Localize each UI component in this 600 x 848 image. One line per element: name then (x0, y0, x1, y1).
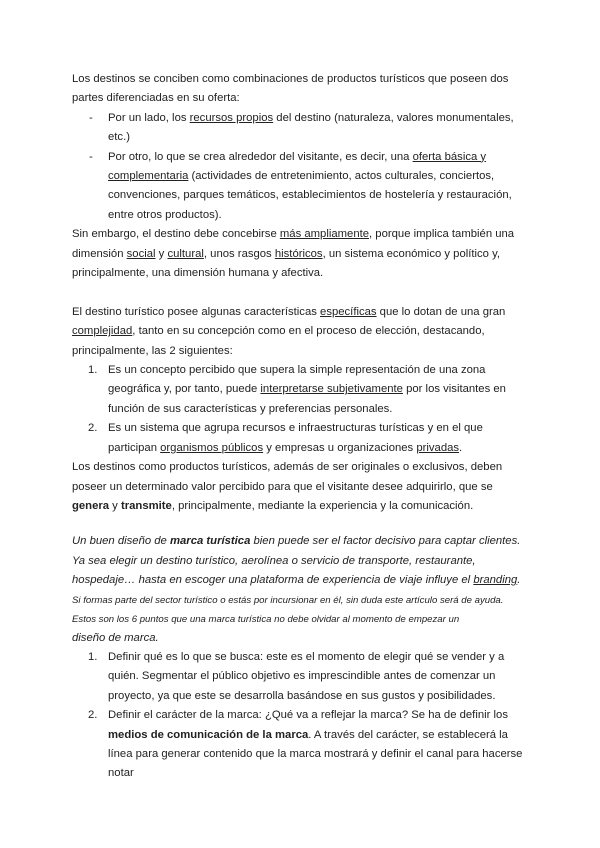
underlined-term: cultural (167, 247, 204, 260)
dash-list (72, 109, 530, 225)
underlined-term: oferta básica y complementaria (108, 150, 487, 183)
spacer (72, 283, 530, 302)
list-item: - Por otro, lo que se crea alrededor del visitante, es decir, una oferta básica y complementaria (actividades de entretenimiento, actos culturales, conciertos, convenciones, parques temáticos, establecimientos de hostelería y restauración, entre otros productos). (89, 150, 512, 221)
spacer (72, 516, 530, 532)
paragraph-intro: Los destinos se conciben como combinaciones de productos turísticos que poseen dos partes diferenciadas en su oferta: (72, 73, 509, 105)
paragraph-brand-note: Si formas parte del sector turístico o estás por incursionar en él, sin duda este artículo será de ayuda. Estos son los 6 puntos que una marca turística no debe olvidar al momento de empezar un (72, 594, 504, 625)
list-item: 2. Definir el carácter de la marca: ¿Qué va a reflejar la marca? Se ha de definir los medios de comunicación de la marca. A través del carácter, se establecerá la línea para generar contenido que la marca mostrará y definir el canal para hacerse notar (88, 709, 523, 780)
list-item: - Por un lado, los recursos propios del destino (naturaleza, valores monumentales, etc.) (89, 111, 514, 144)
underlined-term: privadas (416, 441, 460, 454)
numbered-list-brand (72, 648, 530, 784)
list-item: 1. Es un concepto percibido que supera la simple representación de una zona geográfica y, por tanto, puede interpretarse subjetivamente por los visitantes en función de sus características y preferencias personales. (88, 364, 506, 415)
bold-term: medios de comunicación de la marca (108, 728, 309, 741)
underlined-term: organismos públicos (160, 441, 264, 454)
underlined-term: interpretarse subjetivamente (260, 383, 403, 396)
paragraph-value: Los destinos como productos turísticos, además de ser originales o exclusivos, deben poseer un determinado valor percibido para que el visitante desee adquirirlo, que se genera y transmite, principalmente, mediante la experiencia y la comunicación. (72, 461, 503, 512)
underlined-term: social (126, 247, 156, 260)
underlined-term: complejidad (72, 325, 133, 338)
numbered-list (72, 361, 530, 458)
bold-term: transmite (120, 499, 172, 512)
list-item: 2. Es un sistema que agrupa recursos e infraestructuras turísticas y en el que participan organismos públicos y empresas u organizaciones privadas. (88, 422, 483, 454)
paragraph-brand-note-end: diseño de marca. (72, 631, 159, 644)
underlined-term: recursos propios (189, 111, 274, 124)
bold-term: genera (72, 499, 110, 512)
underlined-term: históricos (274, 247, 323, 260)
underlined-term: específicas (320, 305, 377, 318)
underlined-term: branding (473, 574, 518, 587)
paragraph-brand: Un buen diseño de marca turística bien puede ser el factor decisivo para captar clientes. Ya sea elegir un destino turístico, aerolínea o servicio de transporte, restaurante, hospedaje… hasta en escoger una plataforma de experiencia de viaje influye el branding. (72, 535, 521, 587)
paragraph-dimension: Sin embargo, el destino debe concebirse más ampliamente, porque implica también una dimensión social y cultural, unos rasgos históricos, un sistema económico y político y, principalmente, una dimensión humana y afectiva. (72, 228, 515, 280)
paragraph-characteristics: El destino turístico posee algunas características específicas que lo dotan de una gran complejidad, tanto en su concepción como en el proceso de elección, destacando, principalmente, las 2 siguientes: (72, 305, 506, 357)
underlined-term: más ampliamente (279, 228, 370, 241)
list-item: 1. Definir qué es lo que se busca: este es el momento de elegir qué se vender y a quién. Segmentar el público objetivo es imprescindible antes de comenzar un proyecto, ya que este se desarrolla basándose en sus gustos y posibilidades. (88, 650, 505, 702)
bold-term: marca turística (169, 535, 251, 548)
